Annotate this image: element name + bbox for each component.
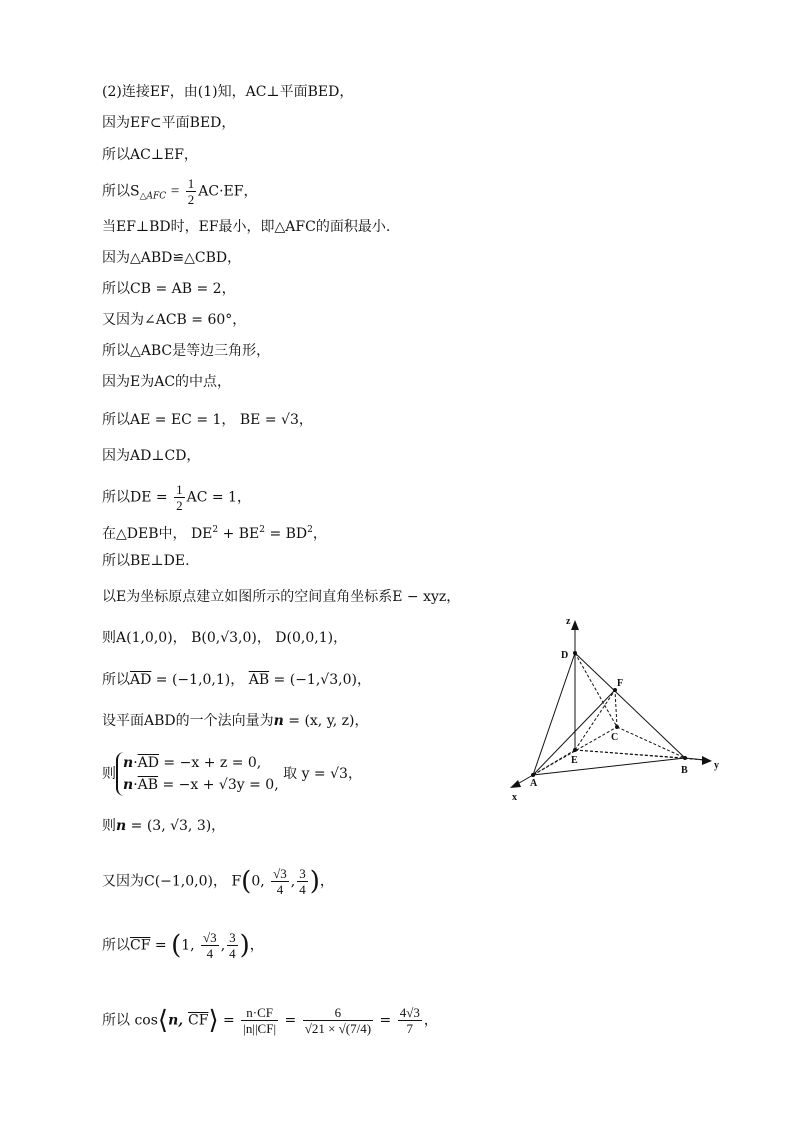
text-l24a: 所以 cos (102, 1012, 158, 1029)
subscript-afc: △AFC (139, 191, 167, 202)
angle-open: ⟨ (157, 1005, 169, 1036)
frac-num: 3 (229, 930, 236, 945)
line-9 (102, 341, 270, 361)
text-l23d: 1, (181, 937, 200, 954)
dot-1: · (133, 755, 138, 771)
text-l4a: 所以S (102, 183, 140, 200)
frac-den: 2 (176, 498, 183, 513)
n-4: n, (168, 1012, 188, 1029)
label-D: D (561, 650, 569, 661)
text-l20post: 取 y = √3， (278, 766, 362, 782)
text-l21c: = (3, √3, 3)， (126, 818, 226, 834)
frac-den: √21 × √(7/4) (304, 1021, 372, 1036)
vector-ad-2: $\overline{AD}$ (137, 755, 159, 771)
text-l23e: ， (249, 937, 264, 954)
edge-DA (533, 653, 575, 775)
label-A: A (530, 778, 538, 789)
text-l23c: = (150, 937, 172, 954)
text-l13a: 所以DE = (102, 489, 173, 506)
edge-DC (575, 653, 617, 727)
text-l15: 所以BE⊥DE. (102, 553, 190, 569)
line-15 (102, 551, 190, 571)
sup-2: 2 (259, 525, 266, 535)
vector-ab: $\overline{AB}$ (248, 672, 270, 688)
vector-cf-2: $\overline{CF}$ (188, 1012, 209, 1029)
text-l18e: = (−1,√3,0)， (269, 672, 371, 688)
n-1: n (123, 755, 134, 771)
point-C (615, 725, 619, 729)
equation-system (116, 752, 279, 796)
label-z: z (566, 616, 571, 627)
text-l7: 所以CB = AB = 2， (102, 281, 236, 297)
line-14 (102, 520, 327, 544)
text-l13b: AC = 1， (186, 489, 251, 506)
text-l19a: 设平面ABD的一个法向量为 (102, 713, 274, 729)
line-16 (102, 587, 460, 607)
text-l4c: AC·EF， (198, 183, 258, 200)
text-l23a: 所以 (102, 937, 130, 954)
system-row-1 (123, 752, 279, 774)
frac-num: √3 (273, 866, 287, 881)
line-23: 所以$\overline{CF} = (1$, $\frac{√3}{4}$ , $\frac{3}{4}$ )， (102, 930, 264, 961)
line-11 (102, 410, 313, 430)
sup-1: 2 (212, 525, 219, 535)
text-l8: 又因为∠ACB = 60°， (102, 312, 247, 328)
label-E: E (571, 755, 578, 766)
point-E (573, 748, 577, 752)
line-10 (102, 372, 231, 392)
text-l17: 则A(1,0,0)， B(0,√3,0)， D(0,0,1)， (102, 630, 348, 646)
coordinate-figure (500, 610, 730, 810)
fraction-half-2 (174, 482, 185, 513)
line-17 (102, 628, 347, 648)
paren-open-2: ( (171, 930, 182, 961)
line-18 (102, 670, 371, 690)
normal-vector-n: n (273, 713, 284, 729)
text-l19c: = (x, y, z)， (283, 713, 369, 729)
edge-DB (575, 653, 685, 758)
line-7 (102, 279, 236, 299)
z-arrow (571, 620, 579, 630)
text-l16: 以E为坐标原点建立如图所示的空间直角坐标系E − xyz， (102, 589, 461, 605)
fraction-f2 (297, 866, 308, 897)
label-x: x (512, 792, 517, 803)
text-l9: 所以△ABC是等边三角形， (102, 343, 271, 359)
text-l11: 所以AE = EC = 1， BE = √3， (102, 412, 313, 428)
text-l21a: 则 (102, 818, 116, 834)
eq-1: = −x + z = 0, (158, 755, 262, 771)
text-l10: 因为E为AC的中点， (102, 374, 232, 390)
text-l18c: = (−1,0,1)， (151, 672, 249, 688)
line-5 (102, 217, 390, 237)
fraction-f1 (271, 866, 289, 897)
text-l12: 因为AD⊥CD， (102, 448, 201, 464)
text-l14b: + BE (218, 526, 260, 542)
line-21 (102, 816, 225, 836)
dot-2: · (133, 777, 138, 793)
text-l24e: ， (423, 1012, 438, 1029)
edge-EB (575, 750, 685, 758)
text-l22c: ， (319, 873, 334, 890)
edge-EF (575, 690, 615, 750)
frac-den: 2 (187, 192, 195, 207)
line-12 (102, 446, 200, 466)
line-20 (102, 752, 362, 796)
label-y: y (714, 760, 719, 771)
fraction-cos-2 (303, 1005, 373, 1036)
fraction-cos-1 (241, 1005, 278, 1036)
frac-num: 1 (176, 482, 183, 497)
angle-close: ⟩ (208, 1005, 219, 1036)
x-arrow (510, 780, 521, 788)
frac-num: 4√3 (399, 1005, 420, 1020)
frac-num: 6 (303, 1005, 373, 1021)
text-l6: 因为△ABD≌△CBD， (102, 250, 242, 266)
line-24: 所以 cos⟨n, $\overline{CF}⟩$ = $\frac{n\cdot CF}{|n||CF|}$ = $\frac{6}{√21 \times √(7/4)}$ = $\frac{4√3}{7}$ ， (102, 1005, 438, 1036)
frac-num: n·CF (241, 1005, 278, 1021)
text-l20pre: 则 (102, 766, 116, 782)
frac-num: √3 (203, 930, 217, 945)
line-2 (102, 113, 235, 133)
text-l14a: 在△DEB中， DE (102, 526, 213, 542)
paren-open: ( (241, 866, 252, 897)
edge-AB (533, 758, 685, 775)
text-l14d: ， (312, 526, 327, 542)
frac-num: 1 (187, 176, 195, 191)
text-l22b: 0, (251, 873, 270, 890)
line-6 (102, 248, 241, 268)
line-3 (102, 145, 198, 165)
system-row-2 (123, 774, 279, 796)
fraction-cf1 (201, 930, 219, 961)
fraction-cf2 (227, 930, 238, 961)
vector-cf: $\overline{CF}$ (130, 937, 151, 954)
point-A (531, 773, 535, 777)
text-l3: 所以AC⊥EF， (102, 147, 198, 163)
eq-2: = −x + √3y = 0, (158, 777, 279, 793)
frac-num: 3 (299, 866, 306, 881)
point-B (683, 756, 687, 760)
frac-den: 4 (276, 882, 284, 897)
line-13 (102, 482, 251, 513)
point-D (573, 651, 577, 655)
frac-den: 4 (299, 882, 306, 897)
frac-den: 4 (206, 946, 214, 961)
line-4 (102, 176, 258, 207)
paren-close: ) (309, 866, 320, 897)
n-2: n (123, 777, 134, 793)
edge-CF (615, 690, 617, 727)
label-B: B (681, 765, 688, 776)
frac-den: 4 (229, 946, 236, 961)
y-arrow (702, 756, 712, 765)
n-3: n (116, 818, 127, 834)
vector-ab-2: $\overline{AB}$ (137, 777, 159, 793)
text-l14c: = BD (265, 526, 308, 542)
text-l22a: 又因为C(−1,0,0)， F (102, 873, 242, 890)
line-22: 又因为C(−1,0,0)， F(0, $\frac{√3}{4}$ , $\frac{3}{4}$ )， (102, 866, 334, 897)
line-8 (102, 310, 246, 330)
fraction-cos-3 (398, 1005, 422, 1036)
text-l1: (2)连接EF，由(1)知，AC⊥平面BED， (102, 84, 354, 100)
frac-den: 7 (406, 1021, 414, 1036)
line-19 (102, 711, 369, 731)
line-1 (102, 82, 353, 102)
paren-close-2: ) (239, 930, 250, 961)
text-l5: 当EF⊥BD时，EF最小，即△AFC的面积最小. (102, 219, 391, 235)
text-l18a: 所以 (102, 672, 130, 688)
label-F: F (617, 678, 624, 689)
text-l4b: = (166, 183, 184, 200)
sup-3: 2 (307, 525, 313, 535)
text-l2: 因为EF⊂平面BED， (102, 115, 236, 131)
fraction-half (186, 176, 197, 207)
vector-ad: $\overline{AD}$ (130, 672, 152, 688)
frac-den: |n||CF| (243, 1021, 277, 1036)
label-C: C (611, 732, 619, 743)
